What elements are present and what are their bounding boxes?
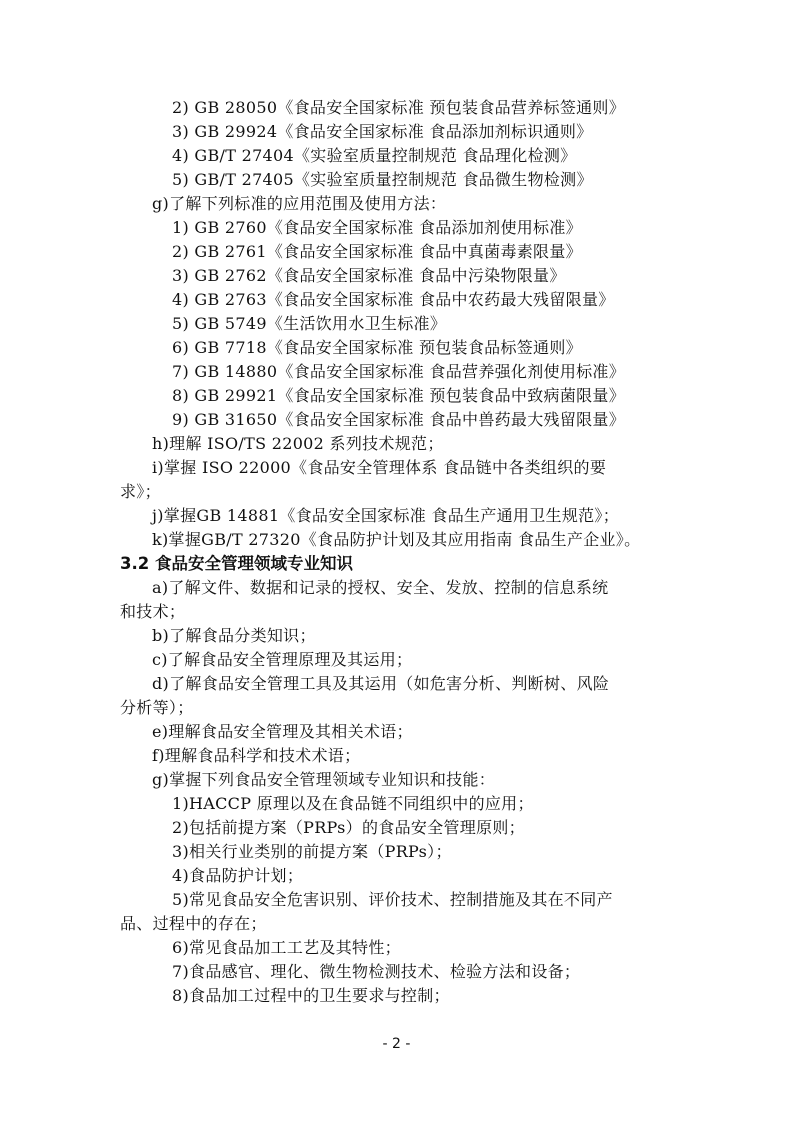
text-line: b)了解食品分类知识； [152,626,316,645]
text-line: g)掌握下列食品安全管理领域专业知识和技能： [152,770,496,789]
text-line: 求》； [120,482,161,501]
text-line: 7) GB 14880《食品安全国家标准 食品营养强化剂使用标准》 [172,362,626,381]
text-line: g)了解下列标准的应用范围及使用方法： [152,194,447,213]
text-line: k)掌握GB/T 27320《食品防护计划及其应用指南 食品生产企业》。 [152,530,641,549]
text-line: 品、过程中的存在； [120,914,267,933]
text-line: 2)包括前提方案（PRPs）的食品安全管理原则； [172,818,525,837]
text-line: j)掌握GB 14881《食品安全国家标准 食品生产通用卫生规范》； [152,506,620,525]
text-line: 1) GB 2760《食品安全国家标准 食品添加剂使用标准》 [172,218,582,237]
text-line: 5) GB 5749《生活饮用水卫生标准》 [172,314,447,333]
text-line: c)了解食品安全管理原理及其运用； [152,650,413,669]
page-number: - 2 - [382,1036,411,1052]
text-line: 5) GB/T 27405《实验室质量控制规范 食品微生物检测》 [172,170,593,189]
text-line: 4) GB/T 27404《实验室质量控制规范 食品理化检测》 [172,146,577,165]
text-line: f)理解食品科学和技术术语； [152,746,361,765]
text-line: 4)食品防护计划； [172,866,304,885]
text-line: 和技术； [120,602,186,621]
text-line: h)理解 ISO/TS 22002 系列技术规范； [152,434,444,453]
text-line: 9) GB 31650《食品安全国家标准 食品中兽药最大残留限量》 [172,410,626,429]
text-line: 6) GB 7718《食品安全国家标准 预包装食品标签通则》 [172,338,582,357]
text-line: 分析等）； [120,698,194,717]
text-line: d)了解食品安全管理工具及其运用（如危害分析、判断树、风险 [152,674,610,693]
text-line: 8) GB 29921《食品安全国家标准 预包装食品中致病菌限量》 [172,386,626,405]
text-line: i)掌握 ISO 22000《食品安全管理体系 食品链中各类组织的要 [152,458,607,477]
text-line: e)理解食品安全管理及其相关术语； [152,722,413,741]
text-line: a)了解文件、数据和记录的授权、安全、发放、控制的信息系统 [152,578,609,597]
text-line: 6)常见食品加工工艺及其特性； [172,938,401,957]
text-line: 2) GB 28050《食品安全国家标准 预包装食品营养标签通则》 [172,98,626,117]
text-line: 8)食品加工过程中的卫生要求与控制； [172,986,450,1005]
text-line: 5)常见食品安全危害识别、评价技术、控制措施及其在不同产 [172,890,613,909]
section-heading: 3.2 食品安全管理领域专业知识 [120,554,353,573]
text-line: 1)HACCP 原理以及在食品链不同组织中的应用； [172,794,534,813]
text-line: 7)食品感官、理化、微生物检测技术、检验方法和设备； [172,962,581,981]
text-line: 3)相关行业类别的前提方案（PRPs）； [172,842,452,861]
text-line: 3) GB 2762《食品安全国家标准 食品中污染物限量》 [172,266,566,285]
text-line: 3) GB 29924《食品安全国家标准 食品添加剂标识通则》 [172,122,593,141]
text-line: 2) GB 2761《食品安全国家标准 食品中真菌毒素限量》 [172,242,582,261]
text-line: 4) GB 2763《食品安全国家标准 食品中农药最大残留限量》 [172,290,615,309]
